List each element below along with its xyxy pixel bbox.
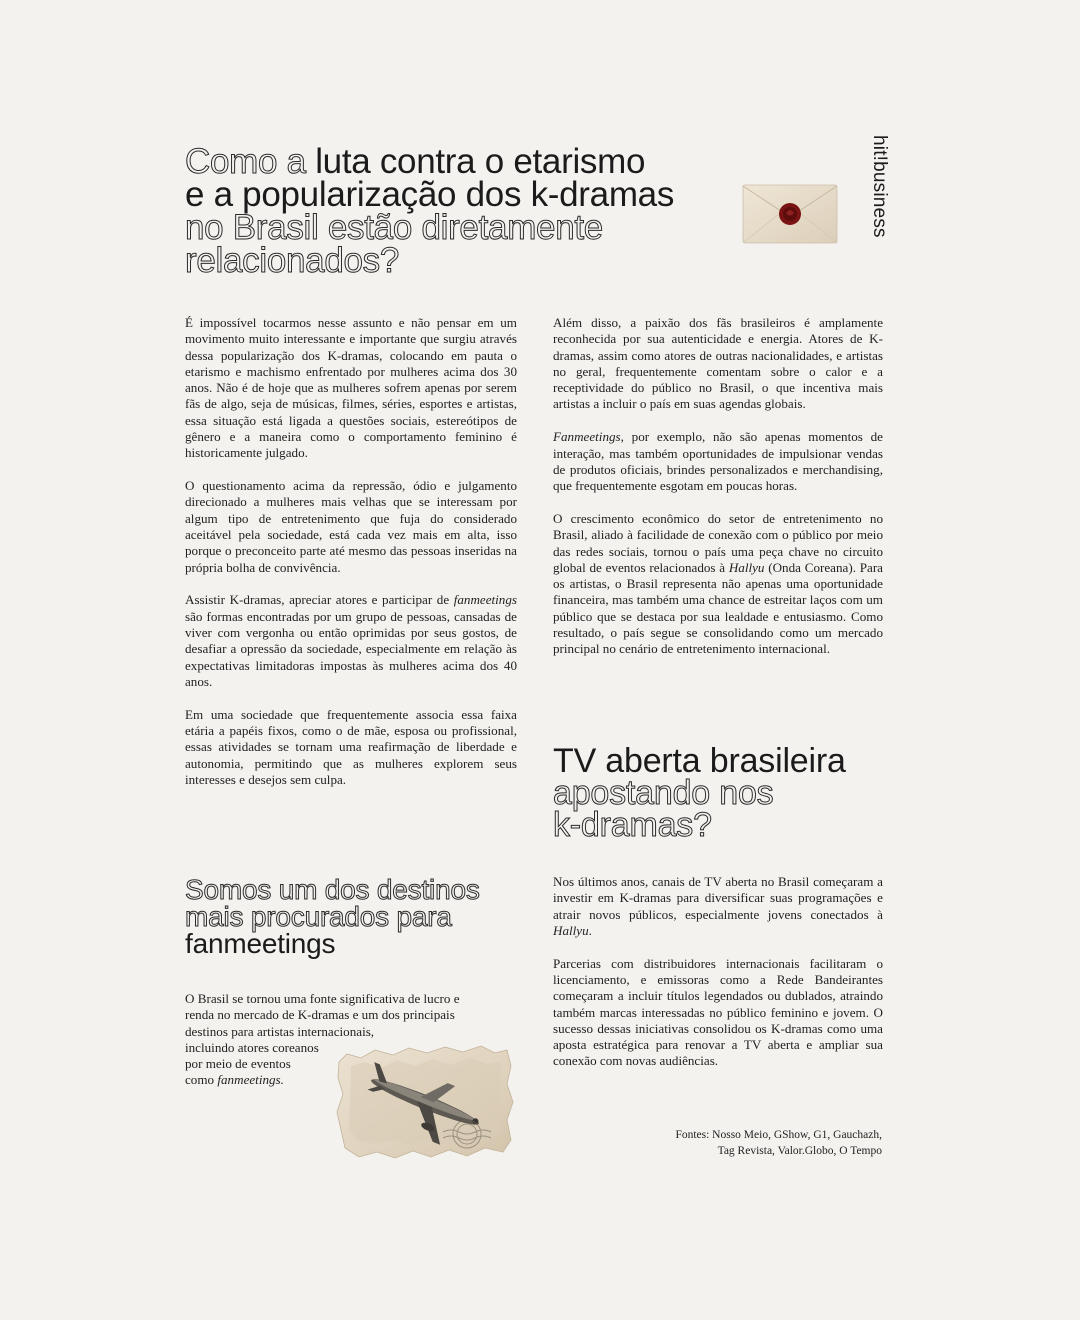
tv-section-text — [553, 874, 883, 1086]
title-part-3: e a popularização dos k-dramas — [185, 175, 675, 214]
title-part-4: no Brasil estão diretamente — [185, 208, 603, 247]
fan-heading-line-3: fanmeetings — [185, 928, 336, 959]
tv-heading-line-2: apostando nos — [553, 774, 774, 812]
left-p3-start: Assistir K-dramas, apreciar atores e participar de — [185, 592, 454, 608]
right-p3-end: (Onda Coreana). Para os artistas, o Brasil representa não apenas uma oportunidade financeira, mas também uma chance de estreitar laços com um público que se destaca por sua lealdade e entusiasmo. Como resultado, o país segue se consolidando como um mercado principal no cenário de entretenimento internacional. — [553, 559, 883, 657]
tv-p1-start: Nos últimos anos, canais de TV aberta no Brasil começaram a investir em K-dramas para diversificar suas programações e atrair novos públicos, especialmente jovens conectados à — [553, 874, 883, 922]
sources-line-1: Fontes: Nosso Meio, GShow, G1, Gauchazh, — [675, 1129, 882, 1141]
tv-p1-end: . — [588, 922, 592, 938]
airplane-photo-icon — [335, 1044, 515, 1160]
brand-text: hit!business — [869, 135, 890, 238]
fan-line-3: destinos para artistas internacionais, — [185, 1023, 375, 1039]
right-paragraph-1: Além disso, a paixão dos fãs brasileiros é amplamente reconhecida por sua autenticidade e energia. Atores de K-dramas, assim como atores de outras nacionalidades, e artistas no geral, frequentemente comentam sobre o calor e a receptividade do público no Brasil, o que incentiva mais artistas a incluir o país em suas agendas globais. — [553, 315, 883, 412]
tv-paragraph-2: Parcerias com distribuidores internacionais facilitaram o licenciamento, e emissoras como a Rede Bandeirantes começaram a incluir títulos legendados ou dublados, atraindo também marcas interessadas no público feminino e jovem. O sucesso dessas iniciativas consolidou os K-dramas como uma aposta estratégica para renovar a TV aberta e ampliar sua conexão com novas audiências. — [553, 955, 883, 1069]
fanmeetings-heading — [185, 876, 525, 957]
tv-heading-line-1: TV aberta brasileira — [553, 742, 846, 780]
tv-heading-line-3: k-dramas? — [553, 806, 712, 844]
left-paragraph-3 — [185, 592, 517, 690]
right-column — [553, 315, 883, 674]
fan-line-6-emphasis: fanmeetings. — [217, 1072, 284, 1088]
right-p2-emphasis: Fanmeetings — [553, 429, 621, 445]
fan-line-1: O Brasil se tornou uma fonte significativa de lucro e — [185, 991, 460, 1006]
left-paragraph-2: O questionamento acima da repressão, ódio e julgamento direcionado a mulheres mais velhas que se interessam por algum tipo de entretenimento que fuja do considerado aceitável pela sociedade, está cada vez mais em alta, isso porque o preconceito parte até mesmo das pessoas inseridas na própria bolha de convivência. — [185, 478, 517, 575]
fan-heading-line-1: Somos um dos destinos — [185, 874, 480, 905]
left-p3-end: são formas encontradas por um grupo de pessoas, cansadas de viver com vergonha ou então oprimidas por seus gostos, de desafiar a opressão da sociedade, especialmente em relação às expectativas limitadoras impostas às mulheres acima dos 40 anos. — [185, 608, 517, 689]
tv-paragraph-1 — [553, 874, 883, 939]
title-part-2: luta contra o etarismo — [315, 142, 646, 181]
fan-line-2: renda no mercado de K-dramas e um dos principais — [185, 1007, 455, 1023]
fan-line-6-start: como — [185, 1072, 218, 1088]
sources-line-2: Tag Revista, Valor.Globo, O Tempo — [717, 1144, 882, 1157]
tv-heading — [553, 742, 893, 844]
envelope-icon — [742, 183, 838, 245]
left-p3-emphasis: fanmeetings — [453, 592, 517, 608]
right-paragraph-2 — [553, 429, 883, 494]
brand-logo — [850, 135, 910, 255]
right-p3-emphasis: Hallyu — [728, 559, 765, 575]
fan-line-4: incluindo atores coreanos — [185, 1039, 319, 1055]
fan-line-5: por meio de eventos — [185, 1056, 291, 1072]
left-column — [185, 315, 517, 805]
tv-p1-emphasis: Hallyu — [553, 922, 589, 938]
fan-heading-line-2: mais procurados para — [185, 901, 452, 932]
left-paragraph-1: É impossível tocarmos nesse assunto e não pensar em um movimento muito interessante e importante que surgiu através dessa popularização dos K-dramas, colocando em pauta o etarismo e machismo enfrentado por mulheres acima dos 30 anos. Não é de hoje que as mulheres sofrem apenas por serem fãs de algo, seja de músicas, filmes, séries, esportes e artistas, essa situação está ligada a questões sociais, estereótipos de gênero e a maneira como o comportamento feminino é historicamente julgado. — [185, 315, 517, 461]
title-part-5: relacionados? — [185, 241, 400, 280]
title-part-1: Como a — [185, 142, 316, 181]
right-p2-end: , por exemplo, não são apenas momentos de interação, mas também oportunidades de impulsionar vendas de produtos oficiais, brindes personalizados e merchandising, que frequentemente esgotam em poucas horas. — [553, 429, 883, 494]
sources-footnote — [620, 1128, 882, 1159]
right-p3-start: O crescimento econômico do setor de entretenimento no Brasil, aliado à facilidade de conexão com o público por meio das redes sociais, tornou o país uma peça chave no circuito global de eventos relacionados à — [553, 510, 883, 575]
main-title — [185, 142, 745, 280]
right-paragraph-3 — [553, 511, 883, 658]
left-paragraph-4: Em uma sociedade que frequentemente associa essa faixa etária a papéis fixos, como o de mãe, esposa ou profissional, essas atividades se tornam uma reafirmação de liberdade e autonomia, permitindo que as mulheres explorem seus interesses e desejos sem culpa. — [185, 706, 517, 787]
